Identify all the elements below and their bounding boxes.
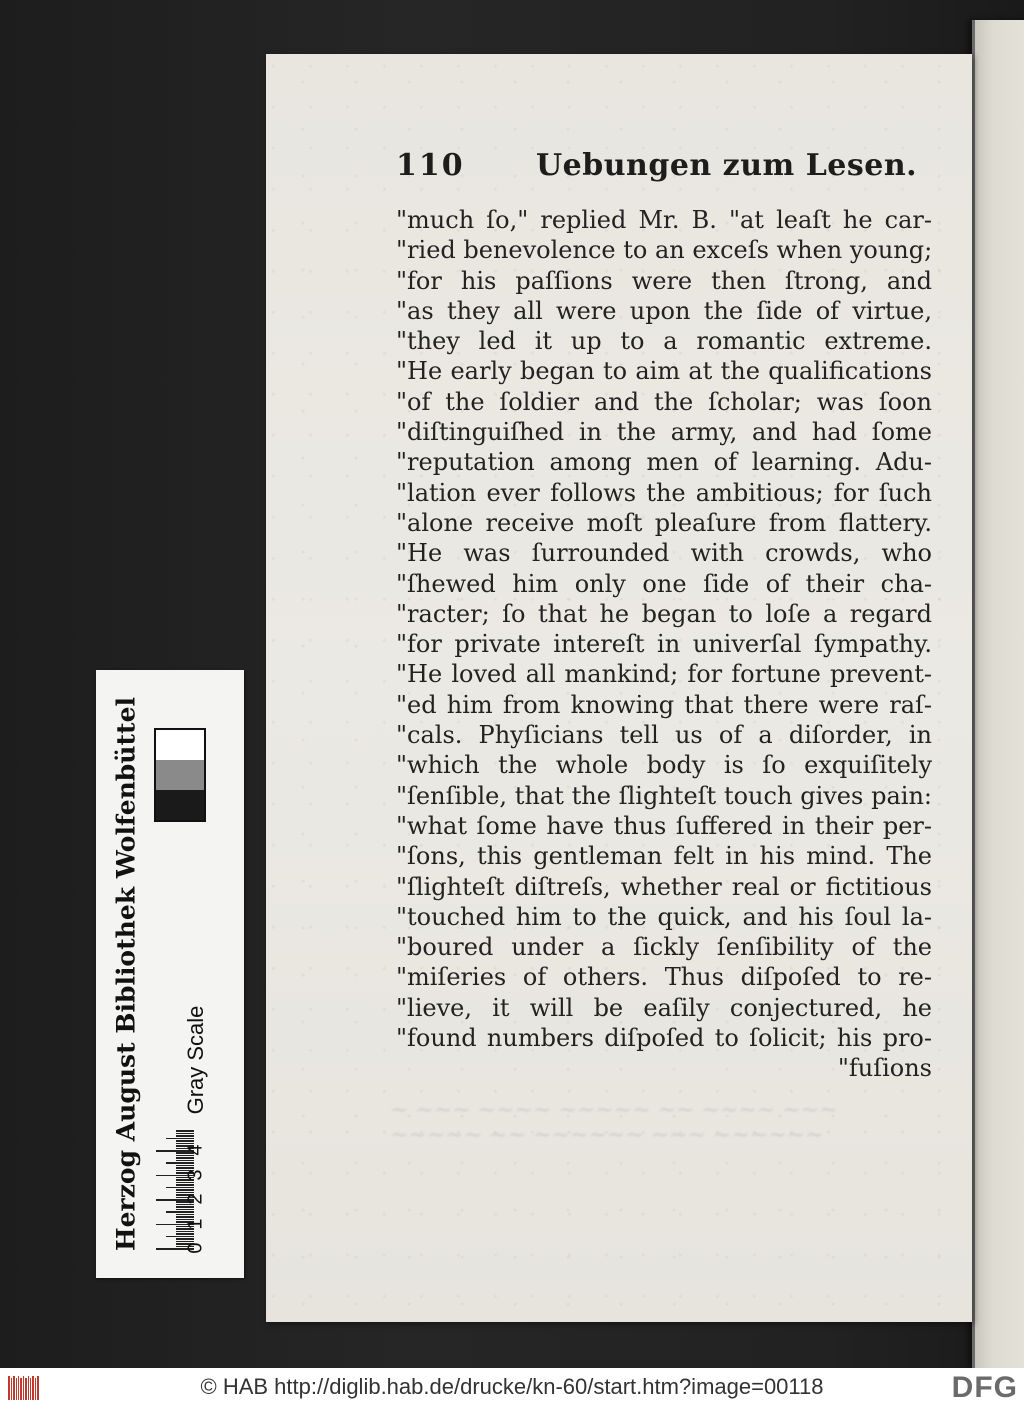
- gray-swatch: [156, 730, 204, 760]
- ruler-tick: [176, 1182, 194, 1184]
- text-line: "touched him to the quick, and his ſoul la-: [396, 902, 932, 931]
- text-line: "they led it up to a romantic extreme.: [396, 327, 932, 356]
- text-line: "boured under a ſickly ſenſibility of the: [396, 933, 932, 962]
- text-line: "ſenſible, that the ſlighteſt touch gives pain:: [396, 781, 932, 810]
- ruler-tick: [166, 1187, 194, 1189]
- ruler-tick: [176, 1209, 194, 1211]
- ruler-tick: [176, 1238, 194, 1240]
- text-line: "of the ſoldier and the ſcholar; was ſoon: [396, 387, 932, 416]
- ruler-tick: [176, 1231, 194, 1233]
- footer-bar: [0, 1368, 1024, 1408]
- ruler-tick: [176, 1133, 194, 1135]
- gray-swatch: [156, 790, 204, 820]
- gray-swatch: [156, 760, 204, 790]
- text-line: "He early began to aim at the qualifications: [396, 357, 932, 386]
- text-line: "found numbers diſpoſed to ſolicit; his pro-: [396, 1024, 932, 1053]
- ruler-tick: [176, 1140, 194, 1142]
- ruler-tick-label: 4: [184, 1144, 207, 1156]
- text-line: "ſlighteſt diſtreſs, whether real or fictitious: [396, 872, 932, 901]
- gray-scale-label: Gray Scale: [183, 1005, 208, 1115]
- text-line: "ried benevolence to an exceſs when young;: [396, 236, 932, 265]
- adjacent-page-edge: [972, 20, 1024, 1368]
- text-line: "for private intereſt in univerſal ſympathy.: [396, 630, 932, 659]
- color-scale-bar: [96, 670, 244, 1278]
- running-head: Uebungen zum Lesen.: [536, 148, 918, 183]
- copyright-link[interactable]: © HAB http://diglib.hab.de/drucke/kn-60/start.htm?image=00118: [200, 1374, 824, 1399]
- text-line: "ſhewed him only one ſide of their cha-: [396, 569, 932, 598]
- ruler-tick: [166, 1138, 194, 1140]
- text-line: "diſtinguiſhed in the army, and had ſome: [396, 418, 932, 447]
- text-line: "lation ever follows the ambitious; for ſuch: [396, 478, 932, 507]
- text-line: "much ſo," replied Mr. B. "at leaſt he car-: [396, 206, 932, 234]
- institution-name: Herzog August Bibliothek Wolfenbüttel: [111, 697, 141, 1251]
- ruler-tick-label: 1: [184, 1217, 207, 1230]
- text-line: "He was ſurrounded with crowds, who: [396, 539, 932, 568]
- scale-bar-title-area: [96, 670, 156, 1278]
- text-line: "ed him from knowing that there were raſ-: [396, 690, 932, 719]
- ruler-tick: [166, 1211, 194, 1213]
- text-line: "reputation among men of learning. Adu-: [396, 448, 932, 477]
- ruler-tick: [166, 1162, 194, 1164]
- text-line: "for his paſſions were then ſtrong, and: [396, 266, 932, 295]
- ruler-tick: [176, 1130, 194, 1132]
- ruler-tick: [176, 1184, 194, 1186]
- text-line: "He loved all mankind; for fortune prevent-: [396, 660, 932, 689]
- reverse-side-bleed-through: ~ ~~~ ~~~~ ~~~~~ ~~ ~~~~ ~~~ ~~~~~ ~~ ~~~~~~ ~~~ ~~~~~~: [390, 1098, 838, 1148]
- text-line: "miſeries of others. Thus diſpoſed to re-: [396, 963, 932, 992]
- ruler-tick: [176, 1206, 194, 1208]
- ruler-tick: [166, 1236, 194, 1238]
- text-line: "which the whole body is ſo exquiſitely: [396, 751, 932, 780]
- ruler-tick: [176, 1157, 194, 1159]
- page-number: 110: [396, 148, 465, 183]
- ruler-tick: [176, 1160, 194, 1162]
- text-line: "racter; ſo that he began to loſe a regard: [396, 599, 932, 628]
- ruler-tick: [176, 1167, 194, 1169]
- body-text: [396, 205, 932, 1084]
- text-line: "cals. Phyſicians tell us of a diſorder, in: [396, 721, 932, 750]
- text-line: "ſons, this gentleman felt in his mind. The: [396, 842, 932, 871]
- ruler-tick: [176, 1165, 194, 1167]
- text-line: "what ſome have thus ſuffered in their per-: [396, 811, 932, 840]
- text-line: "as they all were upon the ſide of virtue,: [396, 296, 932, 325]
- page-header: [396, 148, 936, 188]
- dfg-logo: DFG: [951, 1371, 1018, 1404]
- ruler-tick: [176, 1233, 194, 1235]
- ruler-tick-label: 0: [184, 1242, 207, 1254]
- ruler-tick: [176, 1214, 194, 1216]
- ruler-tick: [176, 1216, 194, 1218]
- text-line: "alone receive moſt pleaſure from flattery.: [396, 508, 932, 537]
- ruler-tick-label: 2: [184, 1193, 207, 1205]
- ruler-tick-label: 3: [184, 1168, 207, 1181]
- ruler-tick: [176, 1189, 194, 1191]
- ruler-tick: [176, 1135, 194, 1137]
- text-line: "lieve, it will be eaſily conjectured, he: [396, 993, 932, 1022]
- gray-scale-swatches: [154, 728, 206, 822]
- catchword: "fuſions: [837, 1054, 932, 1083]
